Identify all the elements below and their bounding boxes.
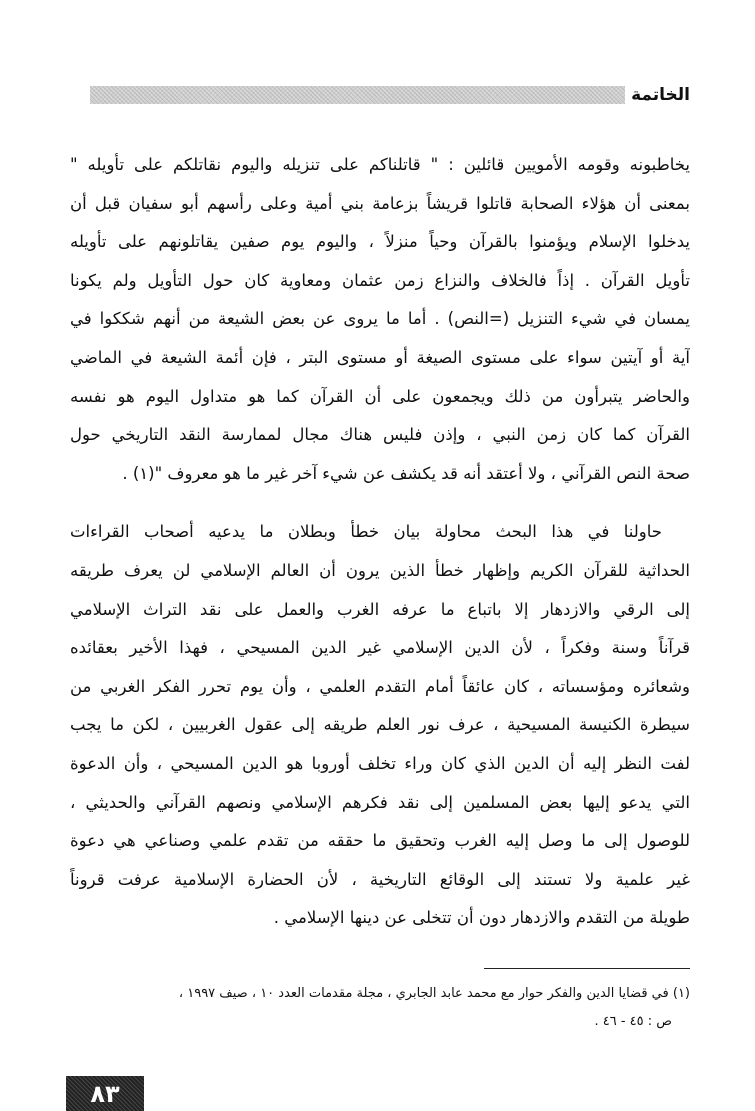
text-line: حاولنا في هذا البحث محاولة بيان خطأ وبطلان ما يدعيه أصحاب القراءات <box>70 522 662 542</box>
page-number-box <box>66 1076 144 1111</box>
text-line: بمعنى أن هؤلاء الصحابة قاتلوا قريشاً بزعامة بني أمية وعلى رأسهم أبو سفيان قبل أن <box>70 193 690 213</box>
page-number: ٨٣ <box>90 1079 120 1108</box>
chapter-title: الخاتمة <box>631 85 690 105</box>
text-line: للوصول إلى ما وصل إليه الغرب وتحقيق ما حققه من تقدم علمي وصناعي هي دعوة <box>70 831 690 851</box>
text-line: قرآناً وسنة وفكراً ، لأن الدين الإسلامي غير الدين المسيحي ، فهذا الأخير بعقائده <box>70 638 690 658</box>
footnote: (١) في قضايا الدين والفكر حوار مع محمد عابد الجابري ، مجلة مقدمات العدد ١٠ ، صيف ١٩٩٧ ، <box>178 986 690 1001</box>
text-line: صحة النص القرآني ، ولا أعتقد أنه قد يكشف عن شيء آخر غير ما هو معروف "(١) . <box>122 463 690 483</box>
text-line: سيطرة الكنيسة المسيحية ، عرف نور العلم طريقه إلى عقول الغربيين ، لكن ما يجب <box>70 715 690 735</box>
footnotes <box>70 980 690 1036</box>
footnote-continuation: ص : ٤٥ - ٤٦ . <box>594 1014 672 1029</box>
paragraph <box>70 513 690 938</box>
paragraph <box>70 146 690 493</box>
text-line: الحداثية للقرآن الكريم وإظهار خطأ الذين يرون أن العالم الإسلامي لن يعرف طريقه <box>70 560 690 580</box>
text-line: وشعائره ومؤسساته ، كان عائقاً أمام التقدم العلمي ، وأن يوم تحرر الفكر الغربي من <box>70 676 690 696</box>
body-text <box>70 146 690 938</box>
text-line: والحاضر يتبرأون من ذلك ويجمعون على أن القرآن كما هو متداول اليوم هو نفسه <box>70 386 690 406</box>
text-line: التي يدعو إليها بعض المسلمين إلى نقد فكرهم الإسلامي ونصهم القرآني والحديثي ، <box>70 792 690 812</box>
text-line: إلى الرقي والازدهار إلا باتباع ما عرفه الغرب والعمل على نقد التراث الإسلامي <box>70 599 690 619</box>
text-line: آية أو آيتين سواء على مستوى الصيغة أو مستوى البتر ، فإن أئمة الشيعة في الماضي <box>70 347 690 367</box>
text-line: تأويل القرآن . إذاً فالخلاف والنزاع زمن عثمان ومعاوية كان حول التأويل ولم يكونا <box>70 270 690 290</box>
text-line: يمسان في شيء التنزيل (=النص) . أما ما يروى عن بعض الشيعة من أنهم شككوا في <box>70 309 690 329</box>
text-line: لفت النظر إليه أن الدين الذي كان وراء تخلف أوروبا هو الدين المسيحي ، وأن الدعوة <box>70 753 690 773</box>
running-header <box>90 82 690 108</box>
text-line: القرآن كما كان زمن النبي ، وإذن فليس هناك مجال لممارسة النقد التاريخي حول <box>70 425 690 445</box>
text-line: غير علمية ولا تستند إلى الوقائع التاريخية ، لأن الحضارة الإسلامية عرفت قروناً <box>70 869 690 889</box>
text-line: يدخلوا الإسلام ويؤمنوا بالقرآن وحياً منزلاً ، واليوم يوم صفين يقاتلونهم على تأويله <box>70 232 690 252</box>
header-pattern-bar <box>90 86 625 104</box>
footnote-separator <box>484 968 690 969</box>
text-line: يخاطبونه وقومه الأمويين قائلين : " قاتلناكم على تنزيله واليوم نقاتلكم على تأويله " <box>70 155 690 174</box>
text-line: طويلة من التقدم والازدهار دون أن تتخلى عن دينها الإسلامي . <box>273 908 690 928</box>
